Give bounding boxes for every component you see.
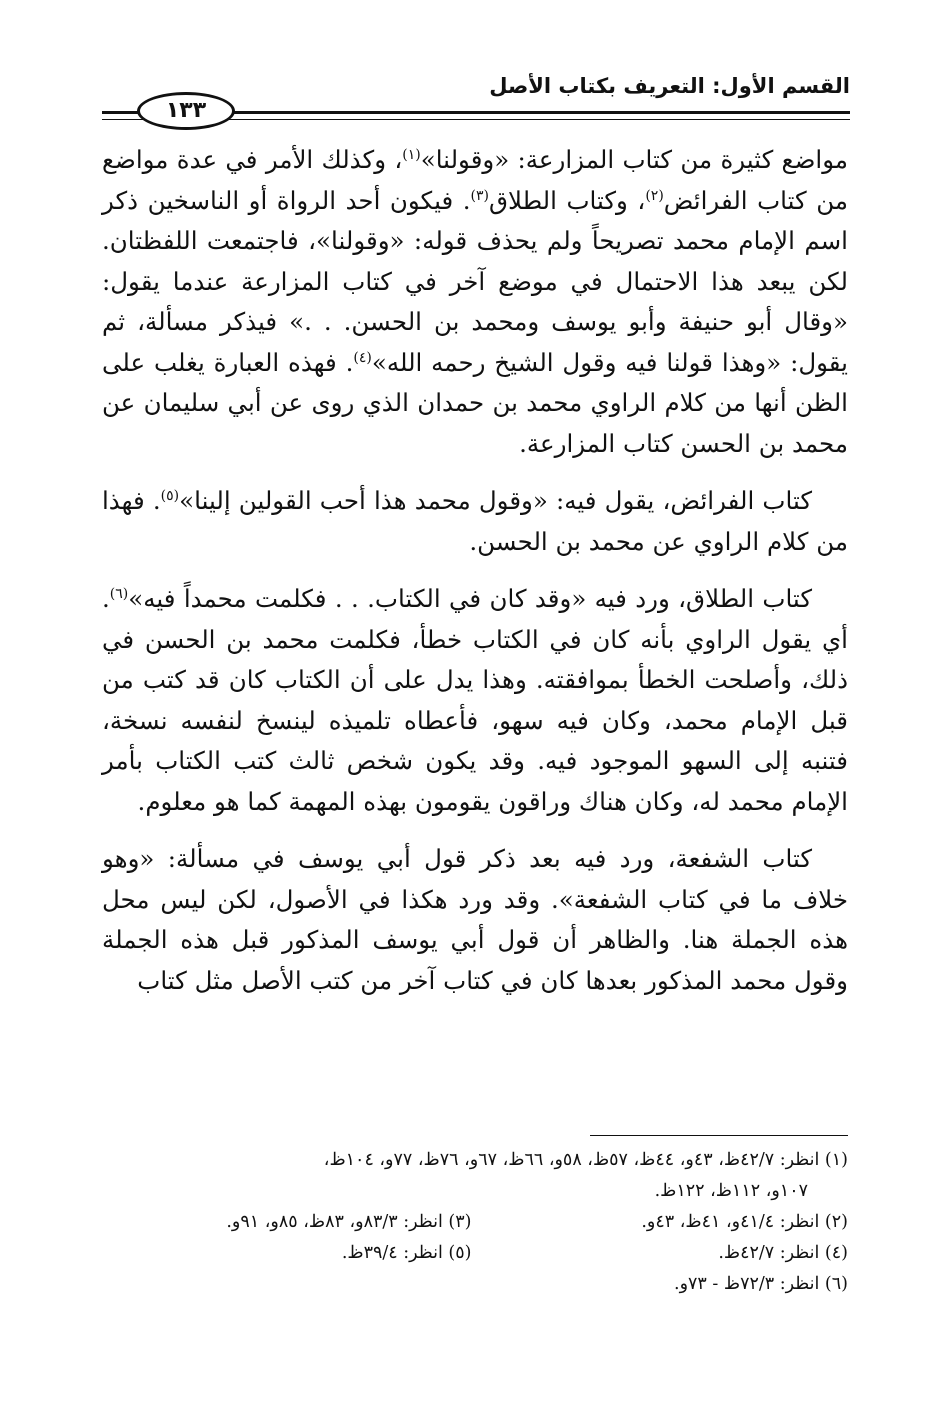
paragraph-text: . أي يقول الراوي بأنه كان في الكتاب خطأ، فكلمت محمد بن الحسن في ذلك، وأصلحت الخطأ بموافقته. وهذا يدل على أن الكتاب كان قد كتب من قبل الإمام محمد، وكان فيه سهو، فأعطاه تلميذه لينسخ لنفسه نسخة، فتنبه إلى السهو الموجود فيه. وقد يكون شخص ثالث كتب الكتاب بأمر الإمام محمد له، وكان هناك وراقون يقومون بهذه المهمة كما هو معلوم.	[102, 584, 848, 816]
paragraph	[102, 579, 848, 822]
footnote-reference: (٢)	[645, 187, 664, 204]
footnote-reference: (٥)	[160, 487, 180, 504]
paragraph-text: مواضع كثيرة من كتاب المزارعة: «وقولنا»	[420, 145, 848, 174]
paragraph	[102, 140, 848, 464]
running-header	[102, 68, 850, 128]
paragraph-text: ، وكذلك الأمر في عدة مواضع من كتاب الفرائض	[102, 145, 848, 215]
page-number: ١٣٣	[137, 92, 235, 130]
footnote-separator	[590, 1135, 848, 1136]
paragraph-text: كتاب الطلاق، ورد فيه «وقد كان في الكتاب. . . فكلمت محمداً فيه»	[128, 584, 812, 613]
footnote-6: (٦) انظر: ٧٢/٣ظ - ٧٣و.	[674, 1274, 848, 1294]
footnotes	[95, 1145, 848, 1300]
footnote-reference: (٤)	[353, 349, 372, 366]
footnote-2: (٢) انظر: ٤١/٤و، ٤١ظ، ٤٣و.	[641, 1212, 848, 1232]
body-text	[102, 140, 848, 1018]
footnote-3: (٣) انظر: ٨٣/٣و، ٨٣ظ، ٨٥و، ٩١و.	[226, 1212, 472, 1232]
paragraph-text: كتاب الفرائض، يقول فيه: «وقول محمد هذا أحب القولين إلينا»	[179, 486, 813, 515]
paragraph-text: . فهذه العبارة يغلب على الظن أنها من كلام الراوي محمد بن حمدان الذي روى عن أبي سليمان عن محمد بن الحسن كتاب المزارعة.	[102, 347, 848, 458]
paragraph-text: . فيكون أحد الرواة أو الناسخين ذكر اسم الإمام محمد تصريحاً ولم يحذف قوله: «وقولنا»، فاجتمعت اللفظتان. لكن يبعد هذا الاحتمال في موضع آخر في كتاب المزارعة عندما يقول: «وقال أبو حنيفة وأبو يوسف ومحمد بن الحسن. . .» فيذكر مسألة، ثم يقول: «وهذا قولنا فيه وقول الشيخ رحمه الله»	[102, 185, 848, 377]
footnote-1-continued: ١٠٧و، ١١٢ظ، ١٢٢ظ.	[654, 1181, 808, 1201]
paragraph	[102, 839, 848, 1001]
paragraph	[102, 481, 848, 562]
paragraph-text: كتاب الشفعة، ورد فيه بعد ذكر قول أبي يوسف في مسألة: «وهو خلاف ما في كتاب الشفعة». وقد ورد هكذا في الأصول، لكن ليس محل هذه الجملة هنا. والظاهر أن قول أبي يوسف المذكور قبل هذه الجملة وقول محمد المذكور بعدها كان في كتاب آخر من كتب الأصل مثل كتاب	[102, 844, 848, 995]
header-title: القسم الأول: التعريف بكتاب الأصل	[489, 74, 850, 98]
footnote-reference: (٣)	[470, 187, 489, 204]
footnote-5: (٥) انظر: ٣٩/٤ظ.	[341, 1243, 472, 1263]
footnote-1: (١) انظر: ٤٢/٧ظ، ٤٣و، ٤٤ظ، ٥٧ظ، ٥٨و، ٦٦ظ، ٦٧و، ٧٦ظ، ٧٧و، ١٠٤ظ،	[323, 1150, 848, 1170]
footnote-reference: (٦)	[109, 585, 129, 602]
paragraph-text: ، وكتاب الطلاق	[488, 185, 646, 215]
footnote-4: (٤) انظر: ٤٢/٧ظ.	[718, 1243, 848, 1263]
paragraph-text: . فهذا من كلام الراوي عن محمد بن الحسن.	[102, 486, 848, 556]
footnote-reference: (١)	[402, 146, 421, 163]
